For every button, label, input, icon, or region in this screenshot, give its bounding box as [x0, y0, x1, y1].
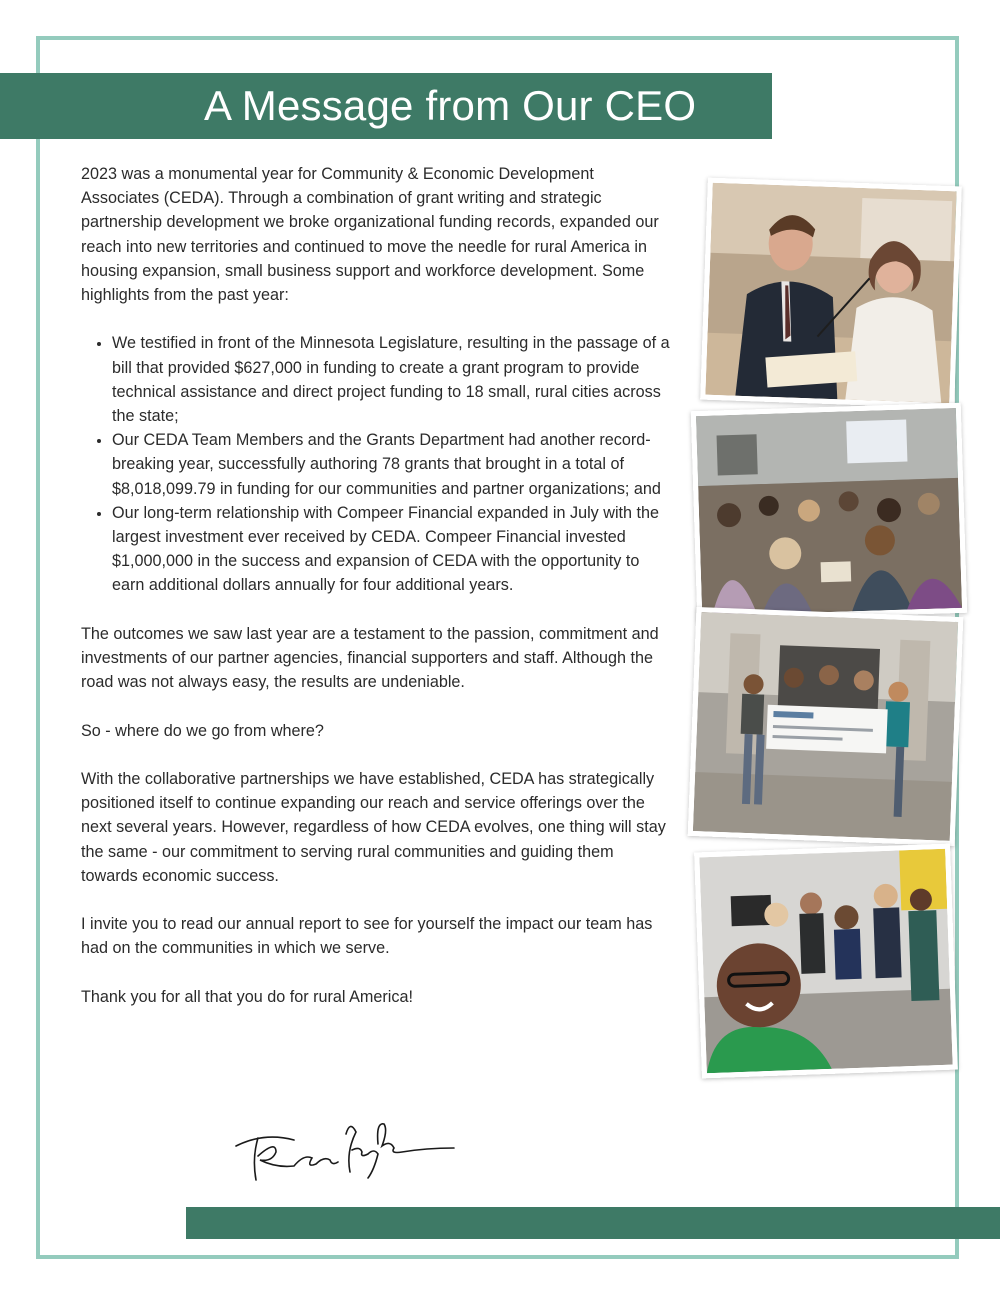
body-paragraph: With the collaborative partnerships we have established, CEDA has strategically positioned itself to continue expanding our reach and service offerings over the next several years. However, regardless of how CEDA evolves, one thing will stay the same - our commitment to serving rural communities and guiding them towards economic success.: [81, 770, 666, 885]
page-title: A Message from Our CEO: [204, 82, 697, 129]
highlight-item: • We testified in front of the Minnesota Legislature, resulting in the passage of a bill that provided $627,000 in funding to create a grant program to provide technical assistance and direct project funding to 18 small, rural cities across the state;: [112, 331, 673, 428]
letter-body: [81, 162, 673, 1033]
ceo-signature: [228, 1108, 460, 1188]
photo-team-selfie: [694, 844, 958, 1079]
photo-conference-audience: [691, 403, 967, 621]
body-paragraph: The outcomes we saw last year are a testament to the passion, commitment and investments of our partner agencies, financial supporters and staff. Although the road was not always easy, the results are undeniable.: [81, 624, 659, 692]
photo-check-presentation: [688, 607, 964, 846]
photo-selfie-illustration: [699, 849, 952, 1073]
intro-paragraph: 2023 was a monumental year for Community & Economic Development Associates (CEDA). Through a combination of grant writing and strategic partnership development we broke organizational funding records, expanded our reach into new territories and continued to move the needle for rural America in housing expansion, small business support and workforce development. Some highlights from the past year:: [81, 165, 659, 305]
photo-legislature-illustration: [705, 183, 956, 403]
title-banner: [0, 73, 772, 139]
body-paragraph: I invite you to read our annual report to see for yourself the impact our team has had on the communities in which we serve.: [81, 915, 653, 958]
highlight-item: • Our CEDA Team Members and the Grants Department had another record-breaking year, successfully authoring 78 grants that brought in a total of $8,018,099.79 in funding for our communities and partner organizations; and: [112, 428, 673, 501]
body-paragraph: So - where do we go from where?: [81, 721, 324, 740]
highlights-list: [81, 331, 673, 597]
photo-audience-illustration: [696, 408, 962, 616]
photo-legislature-testimony: [700, 178, 962, 409]
highlight-item: • Our long-term relationship with Compeer Financial expanded in July with the largest investment ever received by CEDA. Compeer Financial invested $1,000,000 in the success and expansion of CEDA with the opportunity to earn additional dollars annually for four additional years.: [112, 501, 673, 598]
closing-line: Thank you for all that you do for rural America!: [81, 987, 414, 1006]
footer-accent-bar: [186, 1207, 1000, 1239]
photo-check-illustration: [693, 612, 958, 841]
